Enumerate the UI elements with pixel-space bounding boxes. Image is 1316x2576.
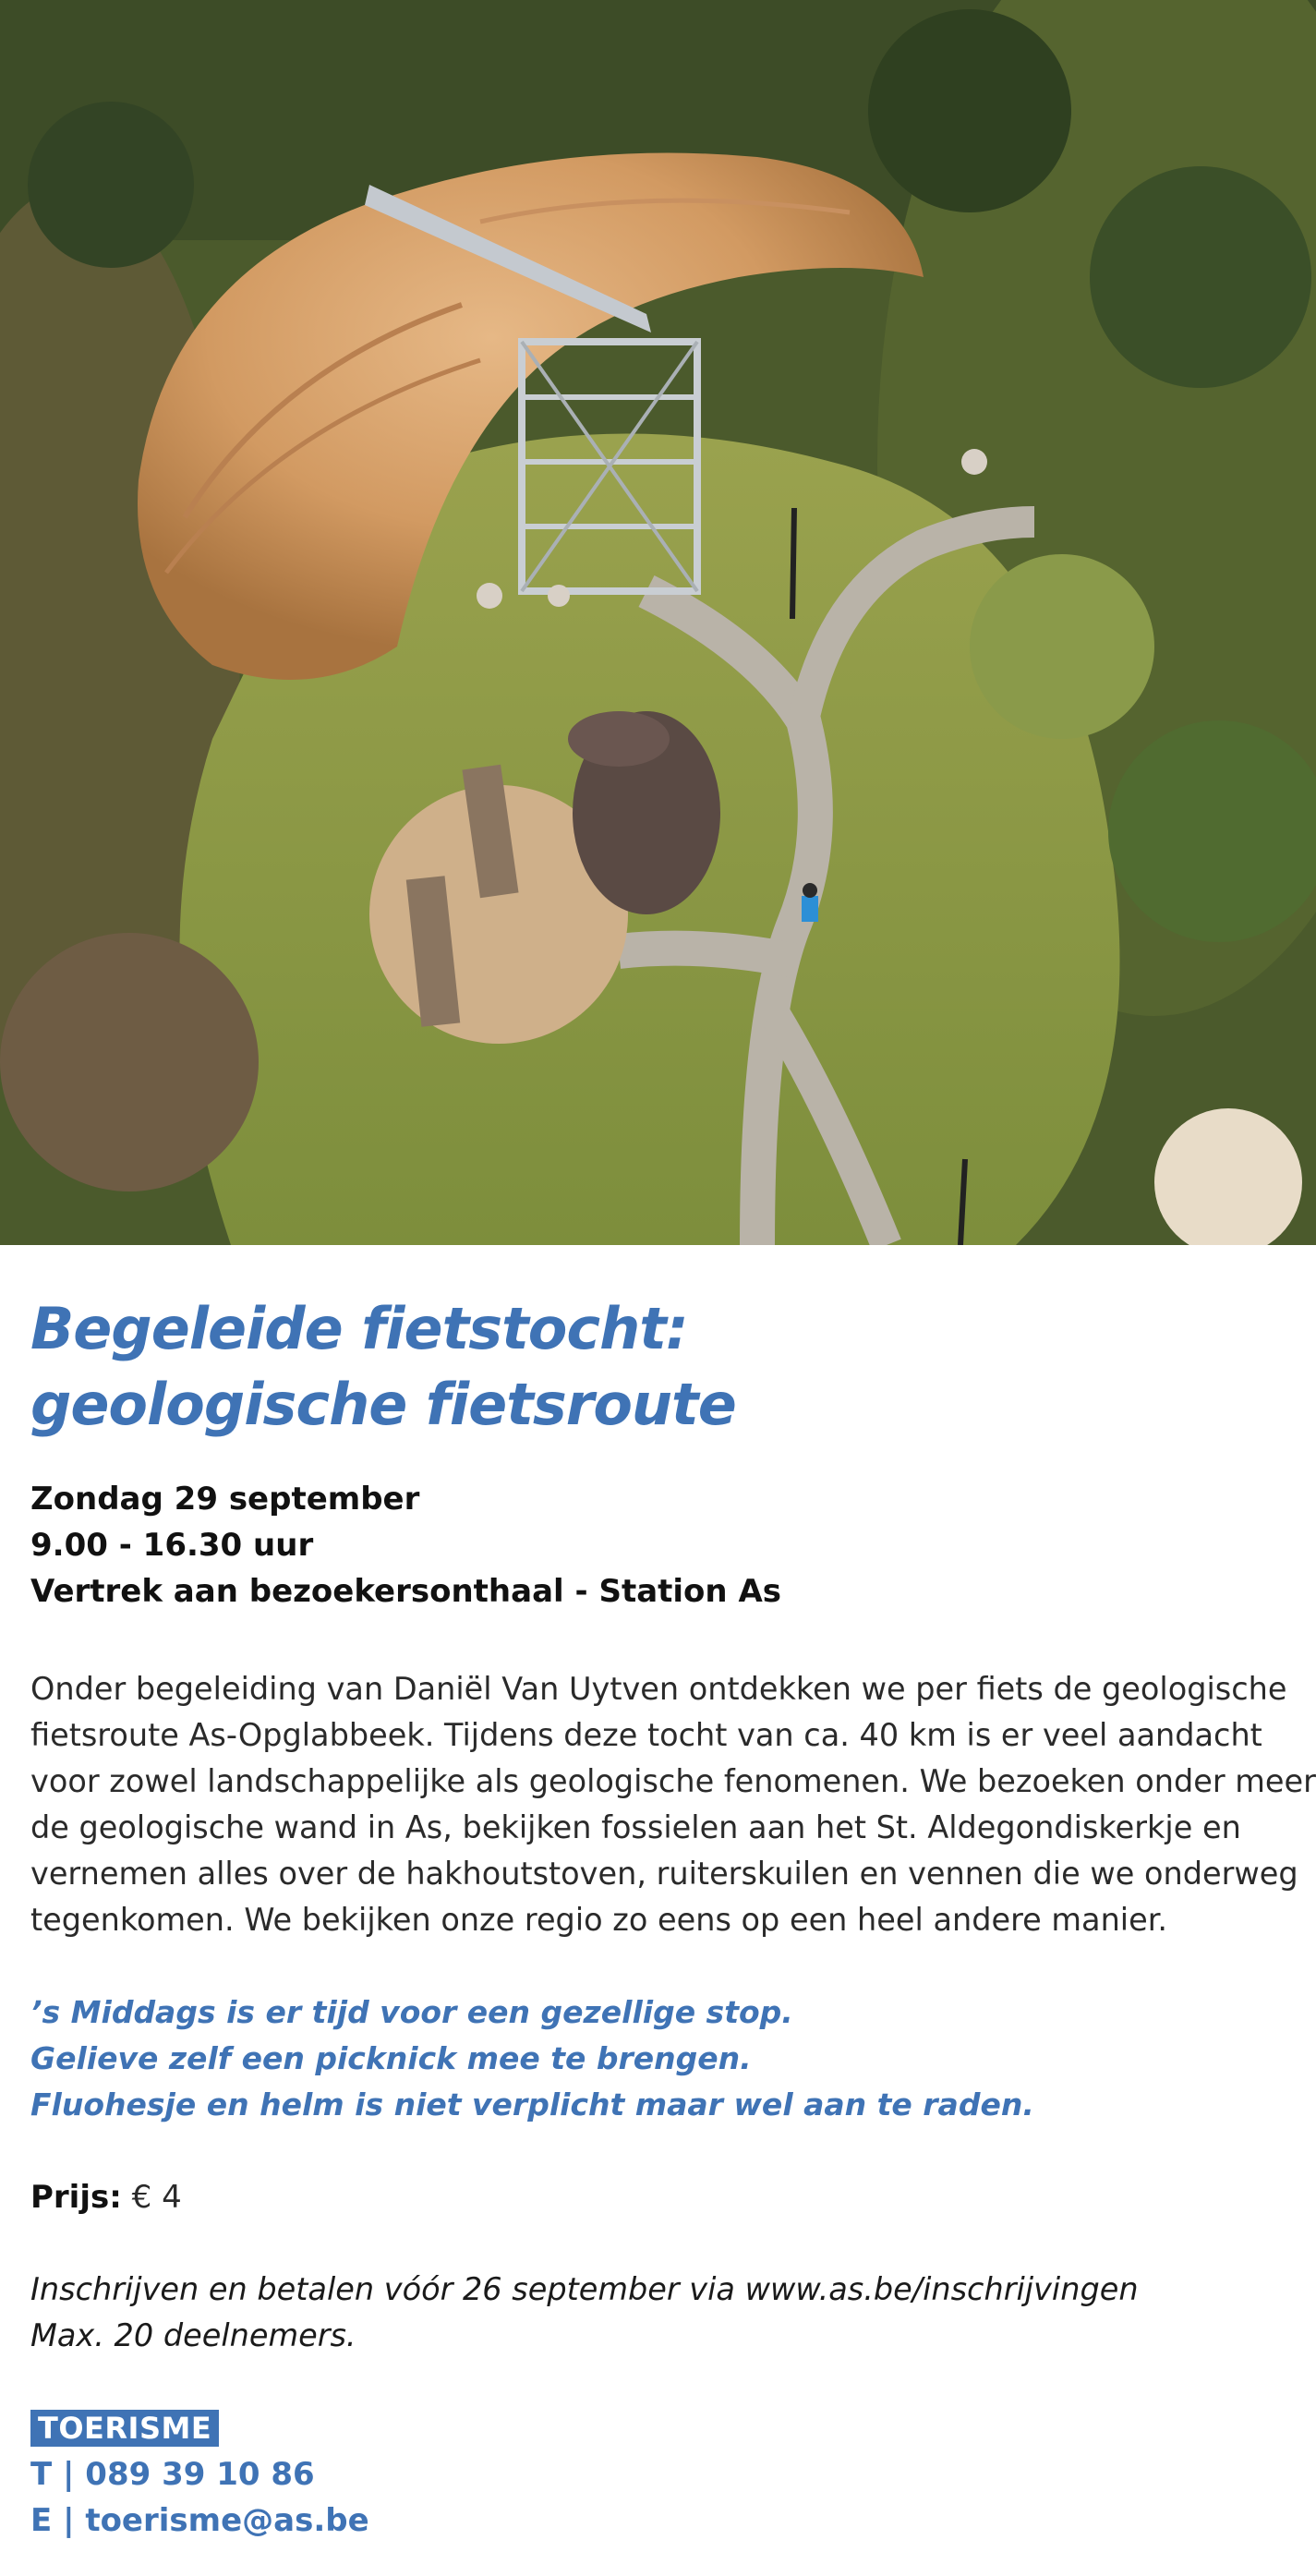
price-label: Prijs: — [30, 2179, 122, 2216]
event-title-line-1: Begeleide fietstocht: — [30, 1295, 688, 1362]
event-price — [30, 2174, 1286, 2220]
price-value: € 4 — [131, 2179, 182, 2216]
event-details — [30, 1476, 1286, 1615]
event-notes — [30, 1989, 1286, 2128]
event-description — [30, 1666, 1316, 1943]
description-line: voor zowel landschappelijke als geologische fenomenen. We bezoeken onder meer — [30, 1763, 1316, 1799]
aerial-photo-geological-wall — [0, 0, 1316, 1245]
description-line: de geologische wand in As, bekijken fossielen aan het St. Aldegondiskerkje en — [30, 1809, 1241, 1845]
toerisme-badge: TOERISME — [30, 2410, 219, 2447]
event-date: Zondag 29 september — [30, 1481, 420, 1518]
description-line: Onder begeleiding van Daniël Van Uytven ontdekken we per fiets de geologische — [30, 1671, 1287, 1707]
note-line: Fluohesje en helm is niet verplicht maar wel aan te raden. — [30, 2086, 1034, 2122]
description-line: fietsroute As-Opglabbeek. Tijdens deze tocht van ca. 40 km is er veel aandacht — [30, 1717, 1262, 1753]
description-line: vernemen alles over de hakhoutstoven, ruiterskuilen en vennen die we onderweg — [30, 1856, 1298, 1892]
note-line: ’s Middags is er tijd voor een gezellige stop. — [30, 1994, 793, 2030]
event-departure: Vertrek aan bezoekersonthaal - Station As — [30, 1573, 781, 1610]
event-card — [30, 1291, 1316, 2544]
hero-photo — [0, 0, 1316, 1245]
contact-block — [30, 2405, 1286, 2544]
contact-email[interactable]: E | toerisme@as.be — [30, 2502, 369, 2539]
registration-line: Inschrijven en betalen vóór 26 september via www.as.be/inschrijvingen — [30, 2271, 1139, 2307]
note-line: Gelieve zelf een picknick mee te brengen. — [30, 2040, 752, 2076]
event-title — [30, 1291, 1286, 1443]
max-participants: Max. 20 deelnemers. — [30, 2317, 356, 2353]
description-line: tegenkomen. We bekijken onze regio zo eens op een heel andere manier. — [30, 1902, 1168, 1938]
event-title-line-2: geologische fietsroute — [30, 1371, 736, 1438]
event-time: 9.00 - 16.30 uur — [30, 1527, 314, 1564]
contact-phone[interactable]: T | 089 39 10 86 — [30, 2456, 315, 2493]
registration-info — [30, 2267, 1286, 2359]
